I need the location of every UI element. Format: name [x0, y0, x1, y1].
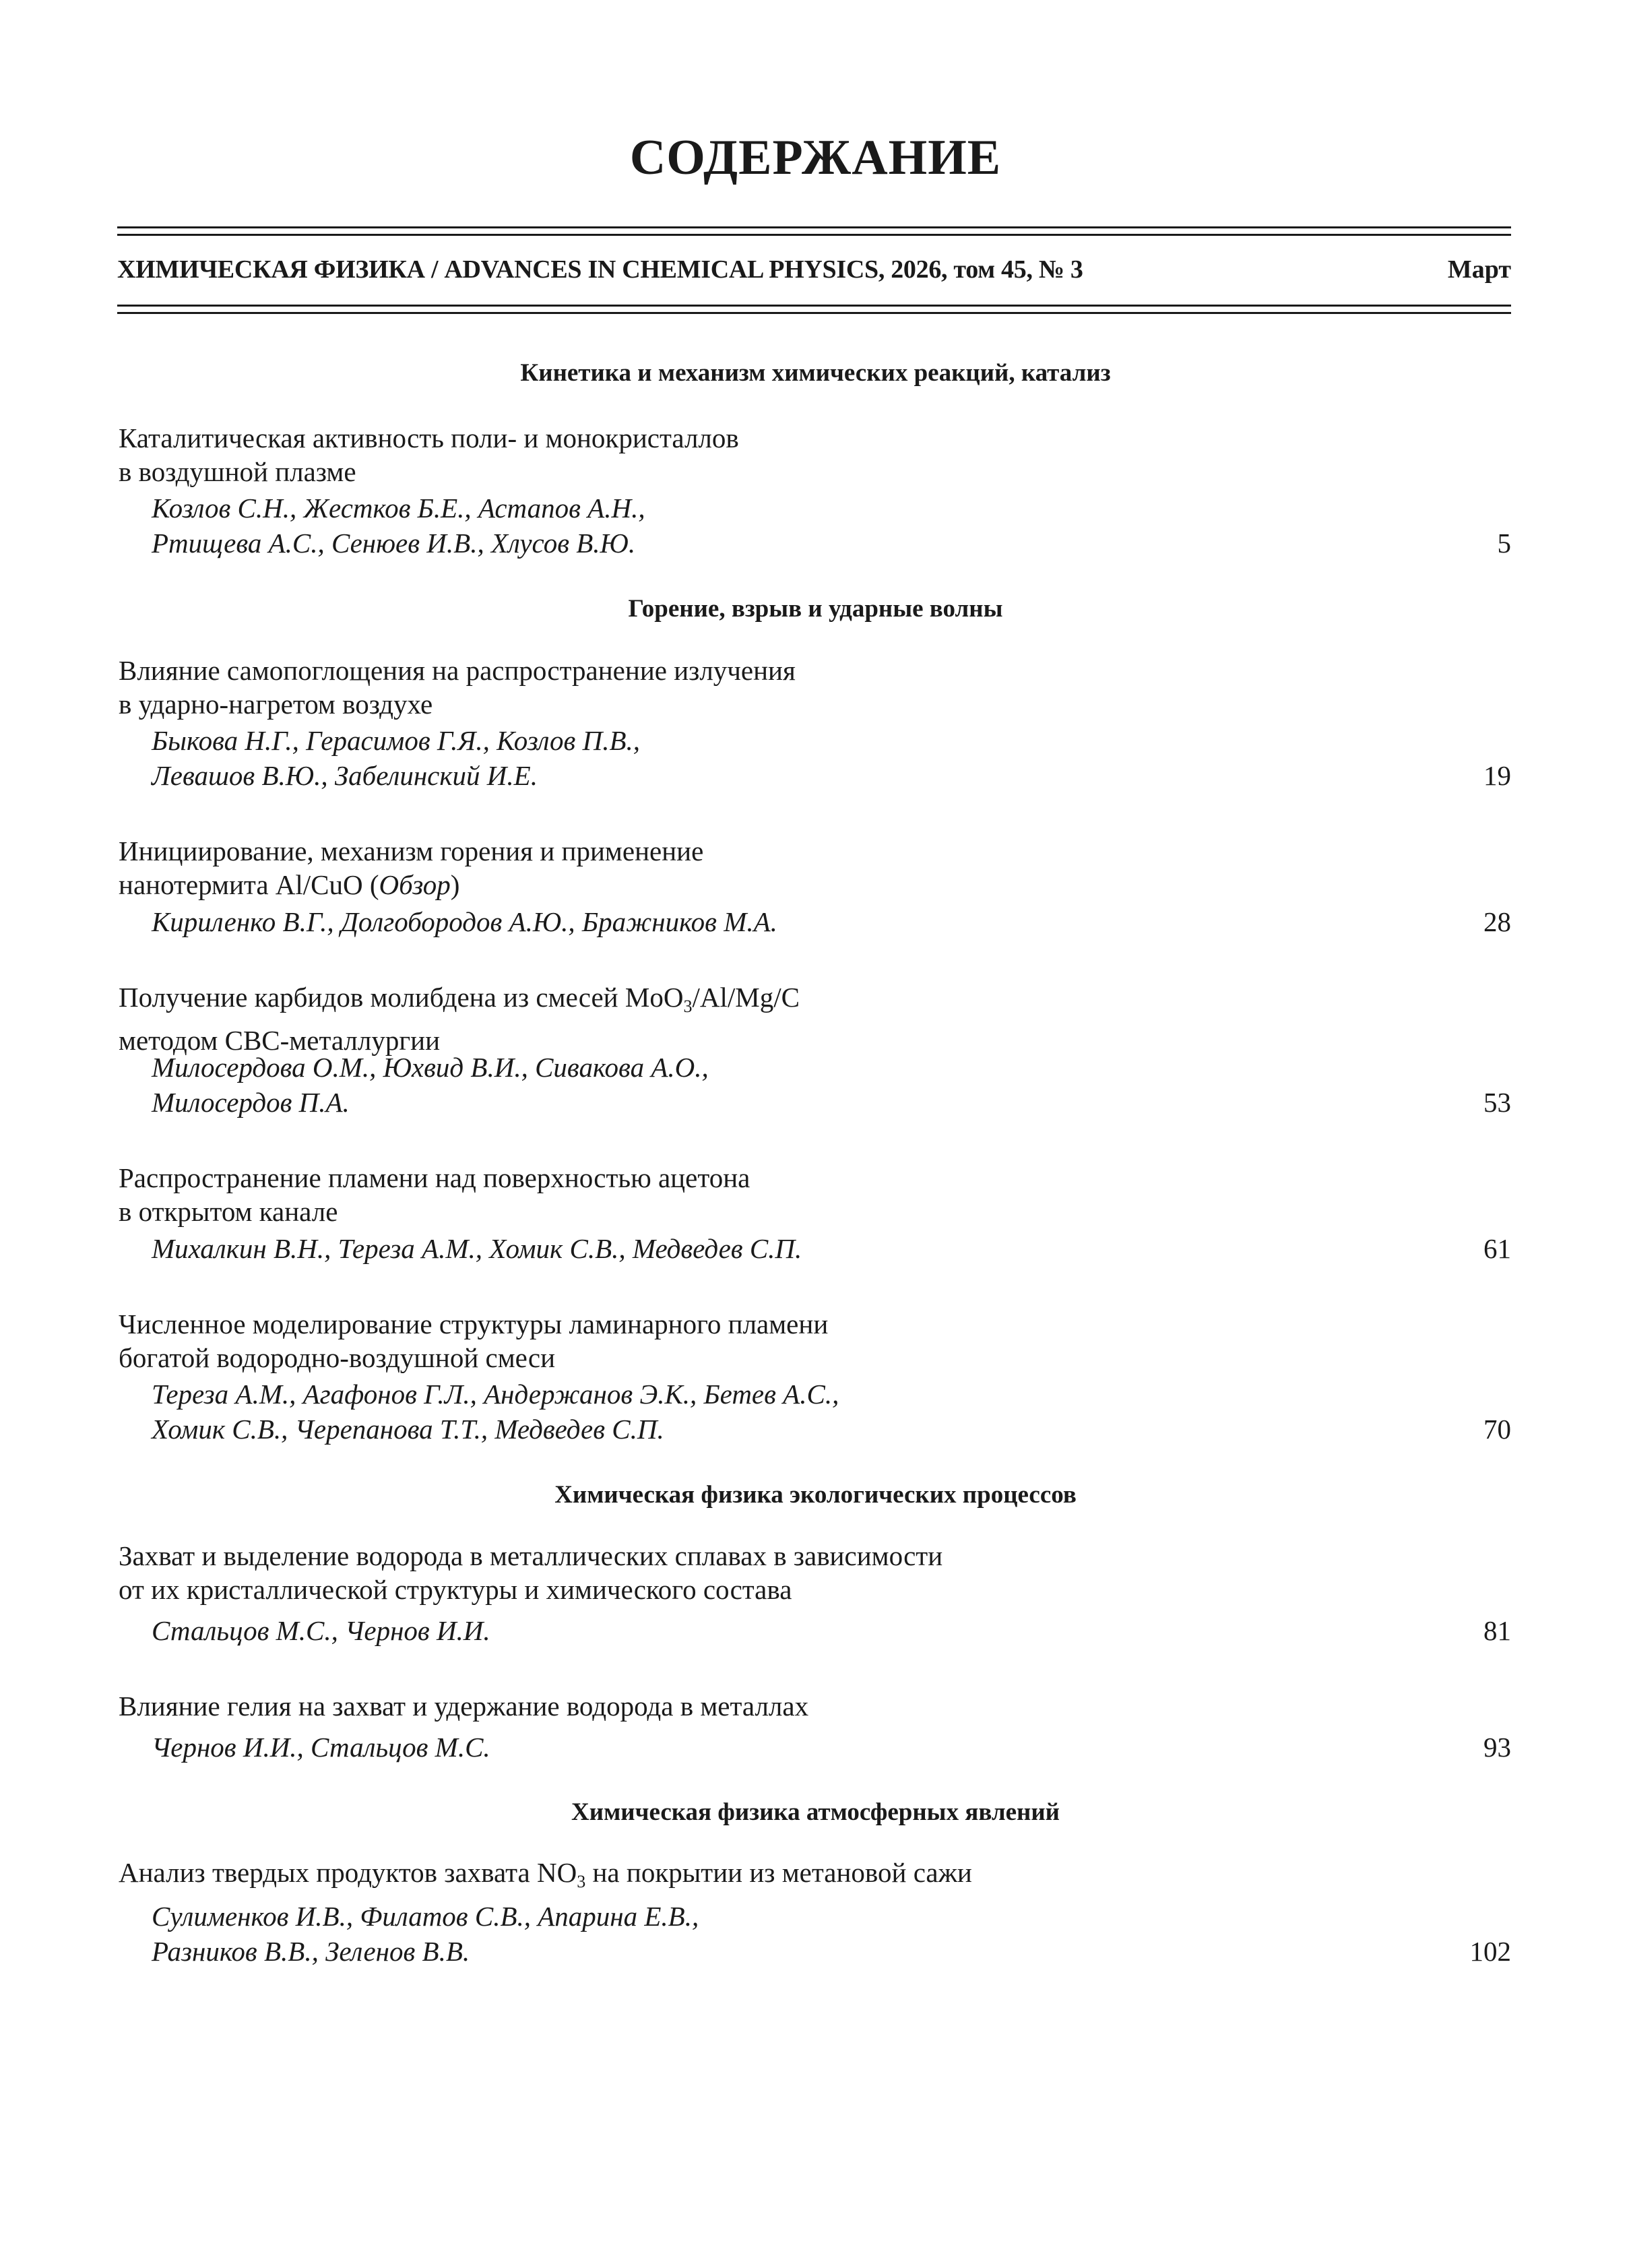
title-line: в ударно-нагретом воздухе — [119, 689, 433, 720]
title-line: Распространение пламени над поверхностью ацетона — [119, 1162, 750, 1193]
authors-line: Сулименков И.В., Филатов С.В., Апарина Е.В., — [152, 1901, 699, 1932]
article-title — [119, 421, 739, 489]
article-authors — [152, 723, 640, 793]
article-authors — [152, 904, 777, 939]
authors-line: Козлов С.Н., Жестков Б.Е., Астапов А.Н., — [152, 493, 645, 524]
article-title — [119, 1161, 750, 1228]
header-rule-2 — [117, 312, 1511, 314]
article-authors — [152, 1050, 709, 1120]
header-rule-1 — [117, 305, 1511, 307]
title-line: методом СВС-металлургии — [119, 1025, 441, 1056]
article-title — [119, 834, 703, 902]
section-heading: Химическая физика атмосферных явлений — [571, 1798, 1060, 1826]
authors-line: Стальцов М.С., Чернов И.И. — [152, 1615, 490, 1646]
title-line — [119, 1856, 972, 1899]
authors-line: Ртищева А.С., Сенюев И.В., Хлусов В.Ю. — [152, 528, 636, 559]
article-title — [119, 1856, 972, 1899]
top-rule-2 — [117, 234, 1511, 236]
page-number: 5 — [1497, 528, 1511, 559]
section-heading: Кинетика и механизм химических реакций, катализ — [520, 359, 1111, 387]
title-review-note: Обзор — [379, 869, 451, 900]
section-heading: Горение, взрыв и ударные волны — [628, 595, 1003, 623]
title-line: Инициирование, механизм горения и применение — [119, 836, 704, 867]
page-number: 81 — [1483, 1615, 1511, 1646]
title-text: Анализ твердых продуктов захвата NO — [119, 1857, 577, 1888]
article-title — [119, 980, 800, 1057]
article-authors — [152, 491, 645, 561]
top-rule-1 — [117, 226, 1511, 228]
article-title — [119, 654, 796, 721]
page-number: 19 — [1483, 760, 1511, 791]
page-number: 61 — [1483, 1233, 1511, 1264]
title-line: богатой водородно-воздушной смеси — [119, 1342, 556, 1373]
journal-header: ХИМИЧЕСКАЯ ФИЗИКА / ADVANCES IN CHEMICAL PHYSICS, 2026, том 45, № 3 — [117, 255, 1083, 284]
page-number: 53 — [1483, 1087, 1511, 1118]
title-line — [119, 868, 703, 902]
article-title — [119, 1307, 828, 1375]
article-authors — [152, 1730, 490, 1765]
page-number: 102 — [1469, 1936, 1511, 1967]
article-title — [119, 1689, 808, 1723]
title-line — [119, 980, 800, 1023]
page-number: 28 — [1483, 906, 1511, 937]
title-text: Получение карбидов молибдена из смесей MoO — [119, 982, 684, 1013]
authors-line: Кириленко В.Г., Долгобородов А.Ю., Бражников М.А. — [152, 906, 777, 937]
article-title — [119, 1539, 942, 1606]
title-line: Влияние гелия на захват и удержание водорода в металлах — [119, 1691, 809, 1722]
authors-line: Михалкин В.Н., Тереза А.М., Хомик С.В., Медведев С.П. — [152, 1233, 802, 1264]
article-authors — [152, 1613, 490, 1648]
title-line: в открытом канале — [119, 1196, 338, 1227]
title-line: Захват и выделение водорода в металлических сплавах в зависимости — [119, 1540, 943, 1571]
section-heading: Химическая физика экологических процессов — [554, 1481, 1077, 1509]
authors-line: Быкова Н.Г., Герасимов Г.Я., Козлов П.В., — [152, 725, 641, 756]
authors-line: Левашов В.Ю., Забелинский И.Е. — [152, 760, 538, 791]
title-text: /Al/Mg/C — [692, 982, 800, 1013]
authors-line: Чернов И.И., Стальцов М.С. — [152, 1732, 490, 1763]
authors-line: Милосердова О.М., Юхвид В.И., Сивакова А.О., — [152, 1052, 709, 1083]
authors-line: Разников В.В., Зеленов В.В. — [152, 1936, 470, 1967]
title-line: Влияние самопоглощения на распространение излучения — [119, 655, 796, 686]
issue-month: Март — [1447, 255, 1511, 284]
authors-line: Тереза А.М., Агафонов Г.Л., Андержанов Э.К., Бетев А.С., — [152, 1379, 839, 1410]
title-line: от их кристаллической структуры и химического состава — [119, 1574, 792, 1605]
formula-subscript: 3 — [683, 997, 693, 1016]
authors-line: Хомик С.В., Черепанова Т.Т., Медведев С.П. — [152, 1414, 664, 1445]
title-line: Каталитическая активность поли- и монокристаллов — [119, 422, 739, 453]
article-authors — [152, 1899, 699, 1969]
article-authors — [152, 1231, 802, 1266]
title-text: ) — [450, 869, 460, 900]
formula-subscript: 3 — [577, 1872, 586, 1891]
page-number: 93 — [1483, 1732, 1511, 1763]
page-title: СОДЕРЖАНИЕ — [629, 130, 1002, 185]
article-authors — [152, 1377, 839, 1447]
authors-line: Милосердов П.А. — [152, 1087, 350, 1118]
title-text: на покрытии из метановой сажи — [585, 1857, 972, 1888]
title-text: нанотермита Al/CuO ( — [119, 869, 379, 900]
title-line: в воздушной плазме — [119, 456, 356, 487]
title-line: Численное моделирование структуры ламинарного пламени — [119, 1309, 829, 1340]
page-number: 70 — [1483, 1414, 1511, 1445]
